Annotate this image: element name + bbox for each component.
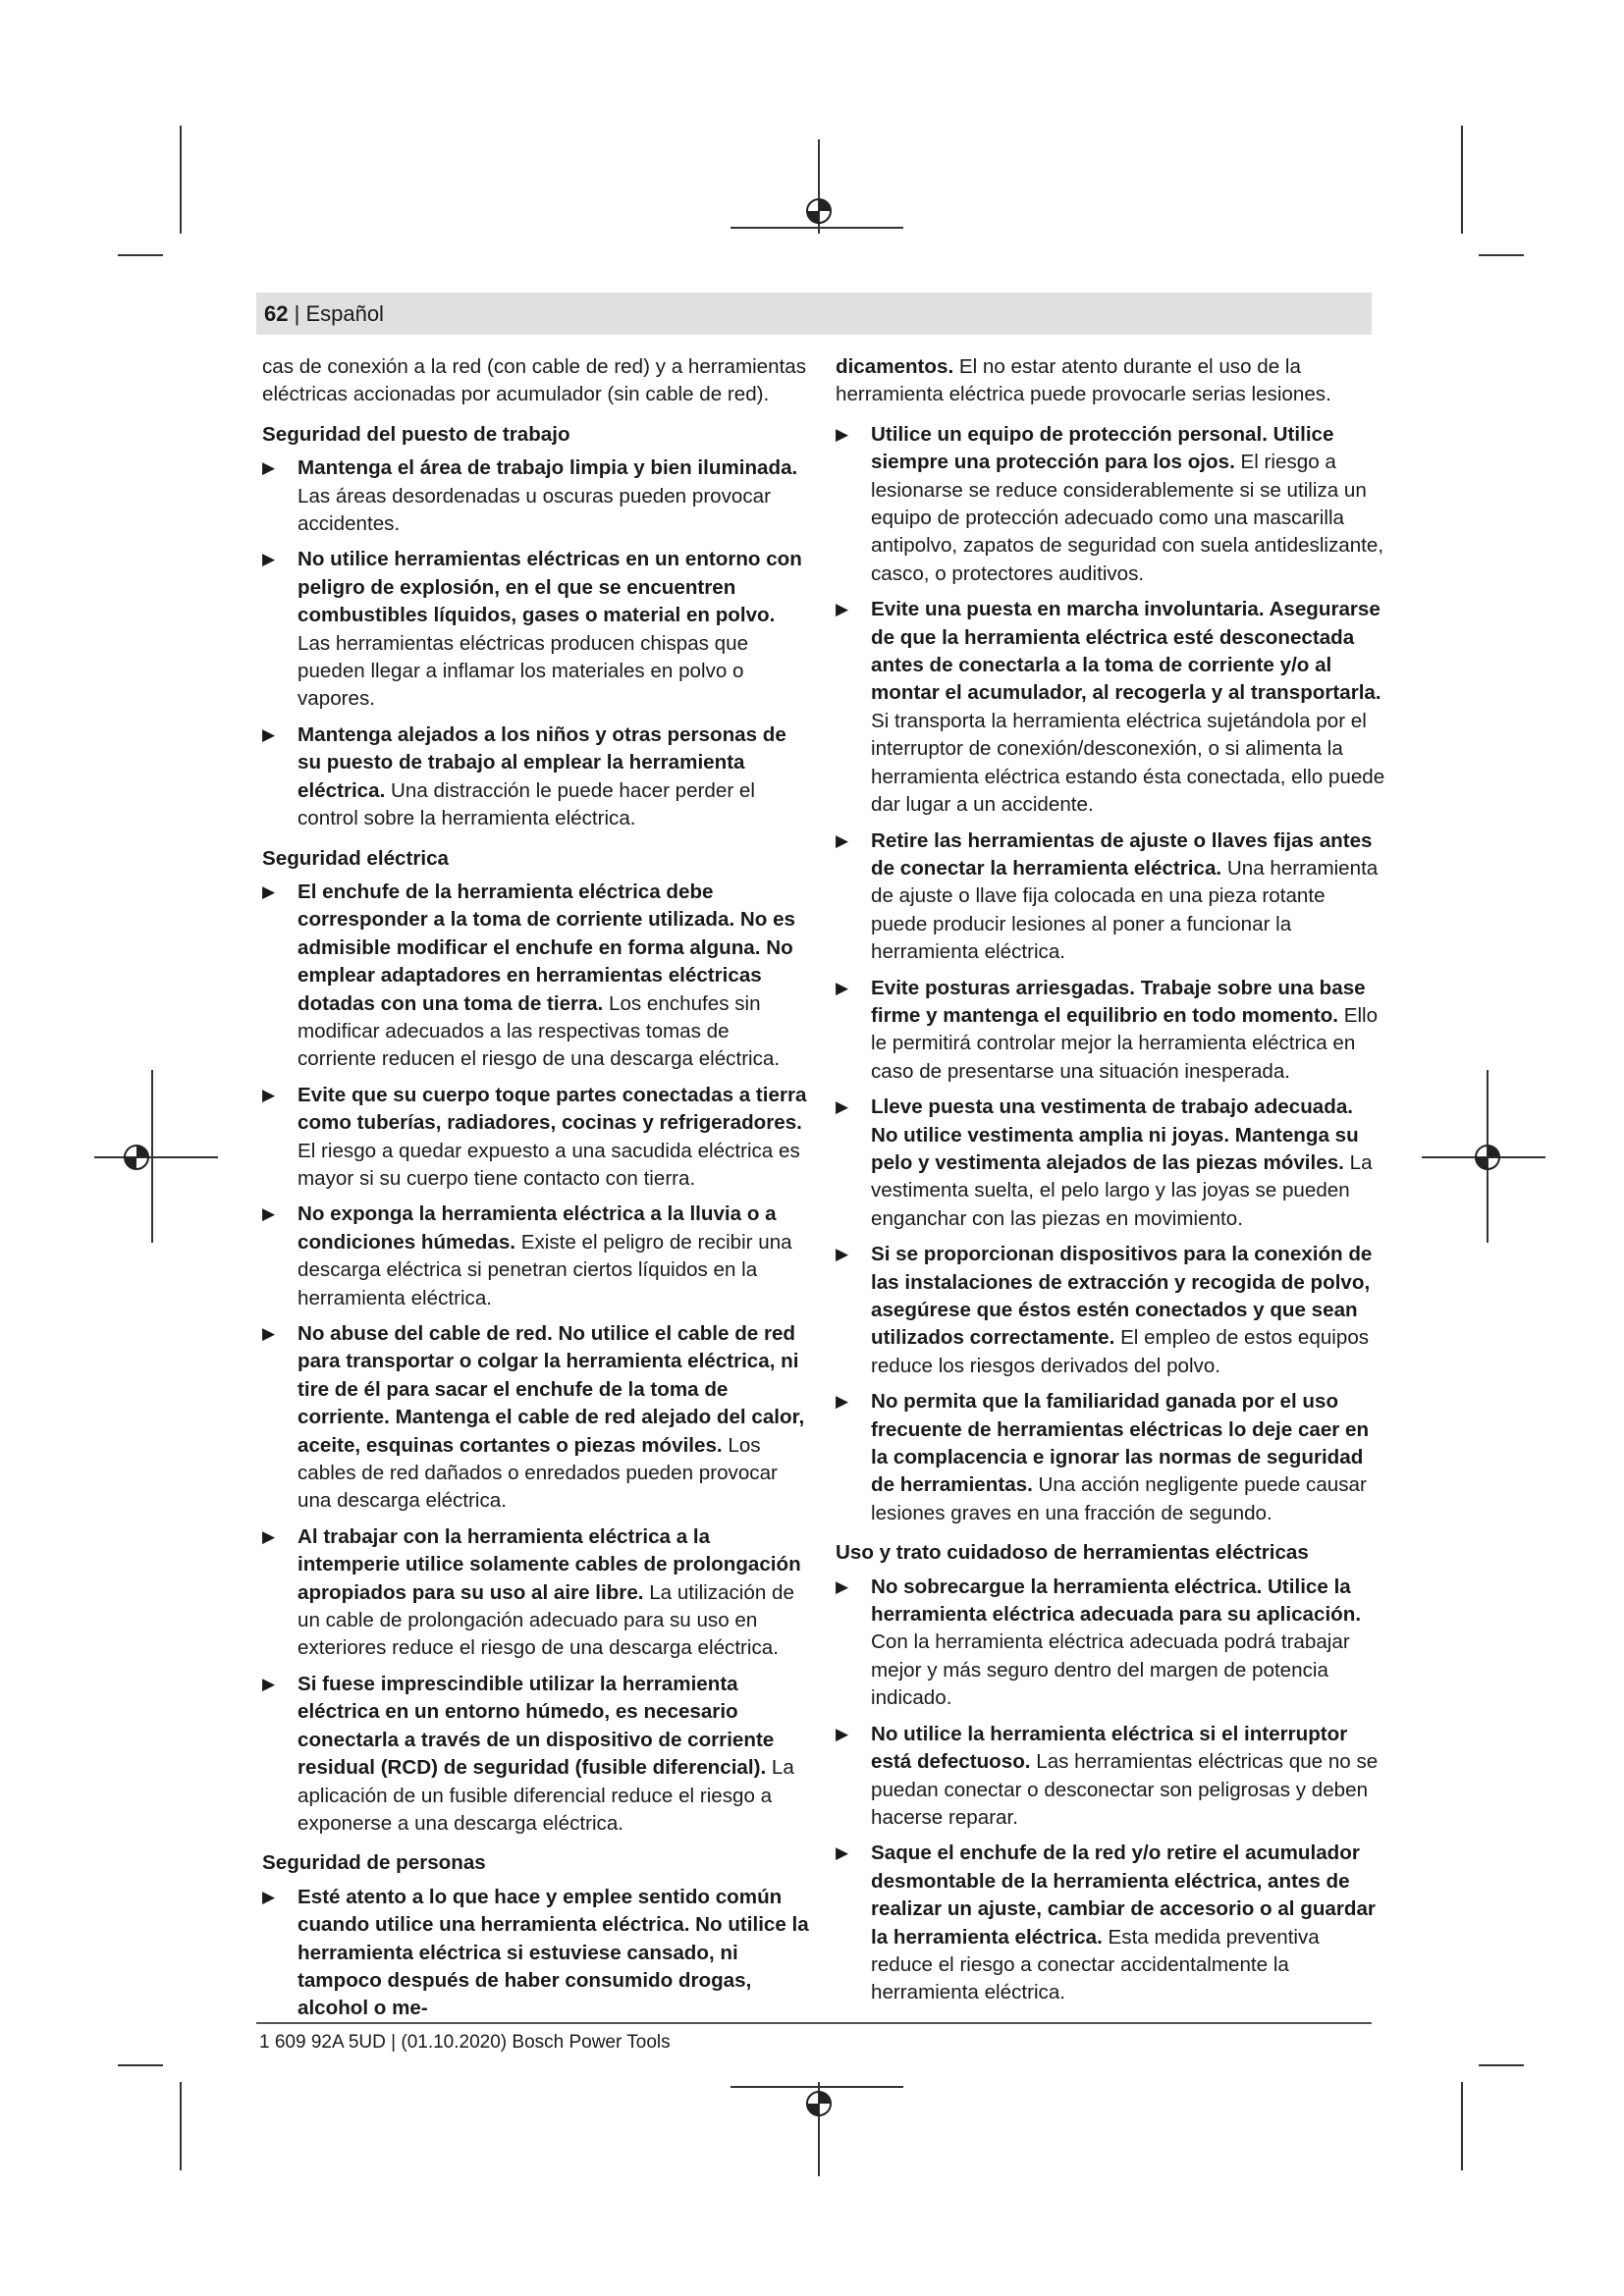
section-heading: Seguridad del puesto de trabajo (262, 422, 570, 446)
list-item (836, 1840, 1385, 2006)
item-bold: Al trabajar con la herramienta eléctrica a la intemperie utilice solamente cables de prolongación apropiados para su uso al aire libre. (298, 1524, 801, 1604)
list-item (262, 1320, 812, 1516)
item-bold: No utilice herramientas eléctricas en un entorno con peligro de explosión, en el que se encuentren combustibles líquidos, gases o material en polvo. (298, 548, 802, 627)
list-item (262, 721, 812, 833)
list-item (836, 975, 1385, 1087)
bullet-icon: ▶ (836, 1576, 849, 1596)
item-bold: El enchufe de la herramienta eléctrica debe corresponder a la toma de corriente utilizada. No es admisible modificar el enchufe en forma alguna. No emplear adaptadores en herramientas eléctricas dotadas con una toma de tierra. (298, 880, 795, 1015)
continued-paragraph (836, 353, 1385, 409)
section-heading: Uso y trato cuidadoso de herramientas eléctricas (836, 1541, 1309, 1565)
right-column (836, 353, 1385, 2015)
item-text: Una herramienta de ajuste o llave fija colocada en una pieza rotante puede producir lesiones al poner a funcionar la herramienta eléctrica. (871, 856, 1379, 964)
bullet-icon: ▶ (836, 830, 849, 850)
item-bold: Esté atento a lo que hace y emplee sentido común cuando utilice una herramienta eléctrica. No utilice la herramienta eléctrica si estuviese cansado, ni tampoco después de haber consumido drogas, alcohol o me- (298, 1885, 809, 2020)
registration-mark-icon (120, 1141, 153, 1174)
left-column (262, 353, 812, 2031)
item-text: Las áreas desordenadas u oscuras pueden provocar accidentes. (298, 484, 771, 536)
item-text: Los cables de red dañados o enredados pueden provocar una descarga eléctrica. (298, 1433, 778, 1513)
registration-mark-icon (802, 2087, 836, 2120)
item-text: El empleo de estos equipos reduce los riesgos derivados del polvo. (871, 1326, 1370, 1377)
bullet-icon: ▶ (836, 424, 849, 444)
crop-mark (180, 2082, 182, 2170)
item-bold: Lleve puesta una vestimenta de trabajo adecuada. No utilice vestimenta amplia ni joyas. Mantenga su pelo y vestimenta alejados de las piezas móviles. (871, 1095, 1359, 1174)
bullet-icon: ▶ (262, 1204, 276, 1224)
list-item (262, 1671, 812, 1838)
bullet-icon: ▶ (262, 1324, 276, 1343)
item-text: El riesgo a lesionarse se reduce considerablemente si se utiliza un equipo de protección adecuado como una mascarilla antipolvo, zapatos de seguridad con suela antideslizante, casco, o protectores auditivos. (871, 451, 1384, 585)
item-bold: No exponga la herramienta eléctrica a la lluvia o a condiciones húmedas. (298, 1202, 777, 1254)
item-bold: Evite posturas arriesgadas. Trabaje sobre una base firme y mantenga el equilibrio en todo momento. (871, 976, 1366, 1027)
item-text: Con la herramienta eléctrica adecuada podrá trabajar mejor y más seguro dentro del margen de potencia indicado. (871, 1630, 1350, 1710)
item-text: Ello le permitirá controlar mejor la herramienta eléctrica en caso de presentarse una situación inesperada. (871, 1003, 1379, 1083)
item-text: Las herramientas eléctricas producen chispas que pueden llegar a inflamar los materiales en polvo o vapores. (298, 631, 749, 711)
item-bold: Retire las herramientas de ajuste o llaves fijas antes de conectar la herramienta eléctrica. (871, 828, 1373, 880)
registration-mark-icon (1471, 1141, 1504, 1174)
item-text: La aplicación de un fusible diferencial reduce el riesgo a exponerse a una descarga eléctrica. (298, 1756, 794, 1835)
bullet-icon: ▶ (836, 600, 849, 619)
list-item (836, 1574, 1385, 1713)
list-item (836, 421, 1385, 588)
crop-mark (1461, 2082, 1463, 2170)
registration-mark-icon (802, 194, 836, 228)
list-item (262, 546, 812, 713)
crop-mark (1479, 254, 1524, 256)
bullet-icon: ▶ (836, 978, 849, 997)
item-text: Esta medida preventiva reduce el riesgo a conectar accidentalmente la herramienta eléctrica. (871, 1925, 1320, 2004)
list-item (262, 1884, 812, 2023)
item-text: El no estar atento durante el uso de la herramienta eléctrica puede provocarle serias lesiones. (836, 355, 1331, 406)
item-bold: Saque el enchufe de la red y/o retire el acumulador desmontable de la herramienta eléctrica, antes de realizar un ajuste, cambiar de accesorio o al guardar la herramienta eléctrica. (871, 1842, 1376, 1949)
item-bold: No sobrecargue la herramienta eléctrica. Utilice la herramienta eléctrica adecuada para su aplicación. (871, 1575, 1362, 1627)
list-item (262, 1082, 812, 1194)
section-heading: Seguridad de personas (262, 1851, 486, 1875)
item-text: Una distracción le puede hacer perder el control sobre la herramienta eléctrica. (298, 778, 755, 830)
page-header (256, 293, 1372, 335)
bullet-icon: ▶ (262, 550, 276, 569)
list-item (262, 1523, 812, 1663)
crop-mark (94, 1156, 218, 1158)
header-language: Español (305, 301, 384, 326)
header-separator: | (288, 301, 306, 326)
crop-mark (118, 254, 163, 256)
bullet-icon: ▶ (262, 1526, 276, 1546)
item-bold: Utilice un equipo de protección personal. Utilice siempre una protección para los ojos. (871, 422, 1334, 474)
crop-mark (118, 2064, 163, 2066)
list-item (836, 828, 1385, 967)
item-bold: dicamentos. (836, 355, 954, 378)
item-text: Si transporta la herramienta eléctrica sujetándola por el interruptor de conexión/desconexión, o si alimenta la herramienta eléctrica estando ésta conectada, ello puede dar lugar a un accidente. (871, 709, 1385, 817)
item-text: El riesgo a quedar expuesto a una sacudida eléctrica es mayor si su cuerpo tiene contacto con tierra. (298, 1139, 800, 1190)
item-bold: Mantenga alejados a los niños y otras personas de su puesto de trabajo al emplear la herramienta eléctrica. (298, 722, 786, 802)
item-text: La utilización de un cable de prolongación adecuado para su uso en exteriores reduce el riesgo de una descarga eléctrica. (298, 1580, 794, 1660)
item-bold: No abuse del cable de red. No utilice el cable de red para transportar o colgar la herramienta eléctrica, ni tire de él para sacar el enchufe de la toma de corriente. Mantenga el cable de red alejado del calor, aceite, esquinas cortantes o piezas móviles. (298, 1322, 805, 1457)
bullet-icon: ▶ (262, 1085, 276, 1104)
item-text: Las herramientas eléctricas que no se puedan conectar o desconectar son peligrosas y deben hacerse reparar. (871, 1750, 1379, 1829)
list-item (262, 454, 812, 538)
list-item (836, 1241, 1385, 1380)
crop-mark (1461, 126, 1463, 234)
bullet-icon: ▶ (262, 1887, 276, 1906)
list-item (836, 1094, 1385, 1233)
section-heading: Seguridad eléctrica (262, 846, 449, 870)
bullet-icon: ▶ (836, 1724, 849, 1743)
list-item (836, 1721, 1385, 1833)
intro-paragraph: cas de conexión a la red (con cable de red) y a herramientas eléctricas accionadas por acumulador (sin cable de red). (262, 355, 807, 406)
item-text: Una acción negligente puede causar lesiones graves en una fracción de segundo. (871, 1473, 1367, 1524)
bullet-icon: ▶ (836, 1097, 849, 1117)
item-bold: No permita que la familiaridad ganada por el uso frecuente de herramientas eléctricas lo deje caer en la complacencia e ignorar las normas de seguridad de herramientas. (871, 1390, 1370, 1497)
bullet-icon: ▶ (836, 1392, 849, 1412)
item-bold: Si se proporcionan dispositivos para la conexión de las instalaciones de extracción y recogida de polvo, asegúrese que éstos estén conectados y que sean utilizados correctamente. (871, 1243, 1373, 1350)
item-text: Existe el peligro de recibir una descarga eléctrica si penetran ciertos líquidos en la herramienta eléctrica. (298, 1230, 792, 1309)
crop-mark (180, 126, 182, 234)
item-text: Los enchufes sin modificar adecuados a las respectivas tomas de corriente reducen el riesgo de una descarga eléctrica. (298, 991, 781, 1071)
bullet-icon: ▶ (836, 1245, 849, 1264)
bullet-icon: ▶ (836, 1843, 849, 1863)
page-number: 62 (264, 301, 289, 326)
item-bold: Si fuese imprescindible utilizar la herramienta eléctrica en un entorno húmedo, es necesario conectarla a través de un dispositivo de corriente residual (RCD) de seguridad (fusible diferencial). (298, 1672, 775, 1780)
list-item (262, 1201, 812, 1312)
item-bold: Evite una puesta en marcha involuntaria. Asegurarse de que la herramienta eléctrica esté desconectada antes de conectarla a la toma de corriente y/o al montar el acumulador, al recogerla y al transportarla. (871, 598, 1381, 705)
bullet-icon: ▶ (262, 724, 276, 744)
crop-mark (1479, 2064, 1524, 2066)
item-bold: No utilice la herramienta eléctrica si el interruptor está defectuoso. (871, 1722, 1348, 1774)
list-item (262, 879, 812, 1074)
page-footer: 1 609 92A 5UD | (01.10.2020) Bosch Power Tools (259, 2032, 671, 2053)
bullet-icon: ▶ (262, 1674, 276, 1693)
list-item (836, 1388, 1385, 1527)
footer-rule (256, 2022, 1372, 2024)
item-bold: Mantenga el área de trabajo limpia y bien iluminada. (298, 456, 798, 480)
item-bold: Evite que su cuerpo toque partes conectadas a tierra como tuberías, radiadores, cocinas y refrigeradores. (298, 1083, 807, 1135)
item-text: La vestimenta suelta, el pelo largo y las joyas se pueden enganchar con las piezas en movimiento. (871, 1150, 1373, 1230)
bullet-icon: ▶ (262, 881, 276, 901)
bullet-icon: ▶ (262, 458, 276, 478)
list-item (836, 596, 1385, 819)
header-text (264, 301, 384, 327)
